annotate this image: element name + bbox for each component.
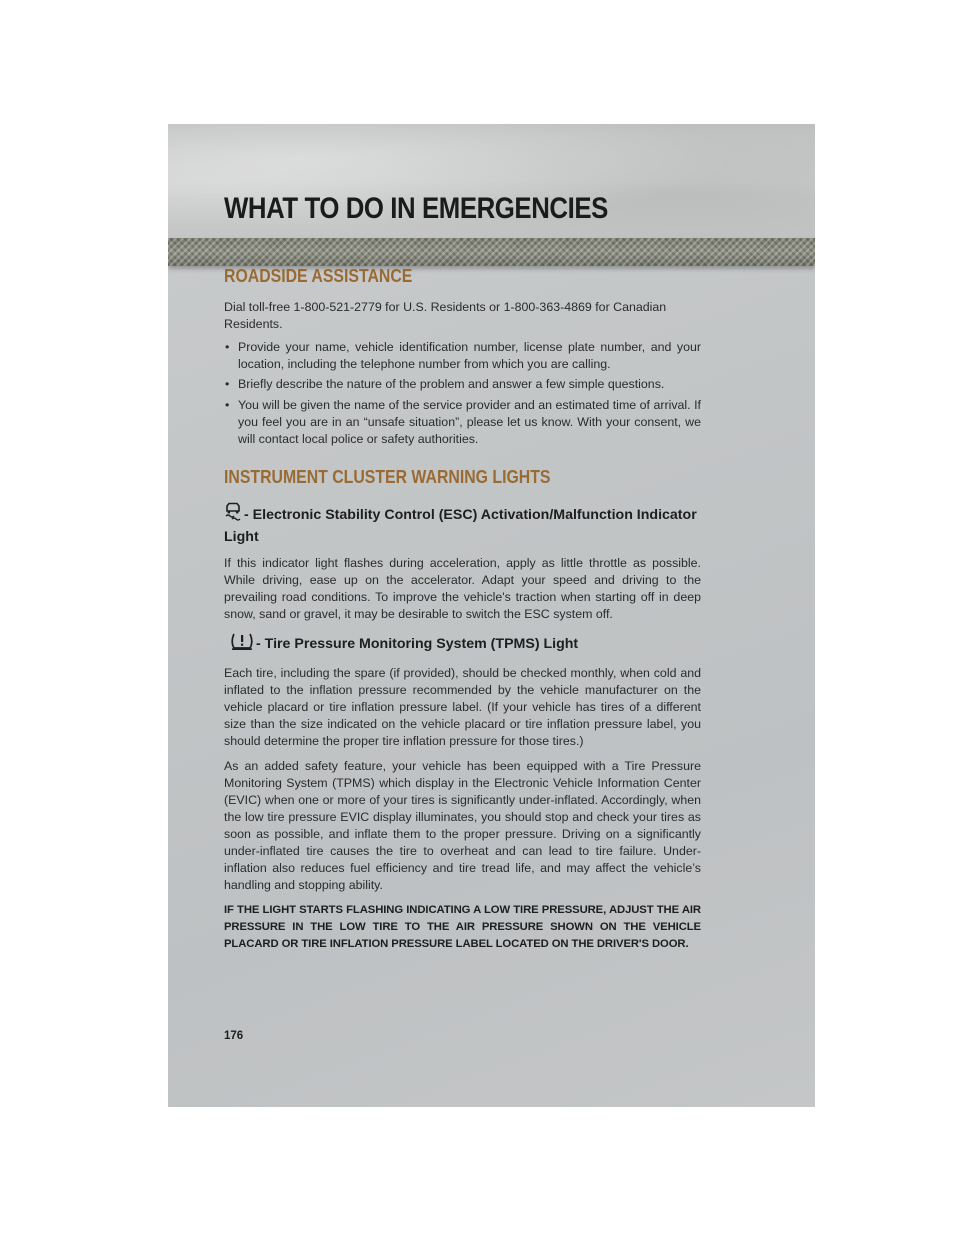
esc-skid-car-icon [224, 502, 244, 528]
header-stripe [168, 238, 815, 266]
list-item: • You will be given the name of the service provider and an estimated time of arrival. If you feel you are in an “unsafe situation”, please let us know. With your consent, we will contact local police or safety authorities. [225, 398, 701, 446]
manual-page [168, 124, 815, 1107]
roadside-bullet-list [224, 339, 701, 447]
bullet-dot: • [225, 377, 230, 392]
page-header [168, 124, 815, 238]
roadside-intro: Dial toll-free 1-800-521-2779 for U.S. Residents or 1-800-363-4869 for Canadian Residents. [224, 300, 667, 331]
list-item: • Provide your name, vehicle identification number, license plate number, and your location, including the telephone number from which you are calling. [225, 340, 701, 371]
tpms-subheading: - Tire Pressure Monitoring System (TPMS) Light [224, 631, 701, 657]
page-title: WHAT TO DO IN EMERGENCIES [224, 192, 608, 225]
esc-description: If this indicator light flashes during acceleration, apply as little throttle as possible. While driving, ease up on the accelerator. Adapt your speed and driving to the prevailing road conditions. To improve the vehicle's traction when starting off in deep snow, sand or gravel, it may be desirable to switch the ESC system off. [224, 556, 701, 622]
list-item: • Briefly describe the nature of the problem and answer a few simple questions. [225, 377, 665, 392]
page-number: 176 [224, 1030, 244, 1042]
tpms-warning: IF THE LIGHT STARTS FLASHING INDICATING A LOW TIRE PRESSURE, ADJUST THE AIR PRESSURE IN THE LOW TIRE TO THE AIR PRESSURE SHOWN ON THE VEHICLE PLACARD OR TIRE INFLATION PRESSURE LABEL LOCATED ON THE DRIVER'S DOOR. [224, 904, 701, 951]
esc-subheading: - Electronic Stability Control (ESC) Activation/Malfunction Indicator Light [224, 502, 701, 547]
bullet-dot: • [225, 340, 230, 354]
bullet-dot: • [225, 398, 230, 413]
page-content [224, 266, 701, 953]
tpms-description-1: Each tire, including the spare (if provided), should be checked monthly, when cold and inflated to the inflation pressure recommended by the vehicle manufacturer on the vehicle placard or tire inflation pressure label. (If your vehicle has tires of a different size than the size indicated on the vehicle placard or tire inflation pressure label, you should determine the proper tire inflation pressure for those tires.) [224, 666, 701, 749]
tire-pressure-warning-icon [230, 631, 254, 657]
cluster-heading: INSTRUMENT CLUSTER WARNING LIGHTS [224, 467, 551, 488]
tpms-description-2: As an added safety feature, your vehicle has been equipped with a Tire Pressure Monitoring System (TPMS) which display in the Electronic Vehicle Information Center (EVIC) when one or more of your tires is significantly under-inflated. Accordingly, when the low tire pressure EVIC display illuminates, you should stop and check your tires as soon as possible, and inflate them to the proper pressure. Driving on a significantly under-inflated tire causes the tire to overheat and can lead to tire failure. Under-inflation also reduces fuel efficiency and tire tread life, and may affect the vehicle’s handling and stopping ability. [224, 759, 701, 893]
roadside-heading: ROADSIDE ASSISTANCE [224, 266, 413, 286]
